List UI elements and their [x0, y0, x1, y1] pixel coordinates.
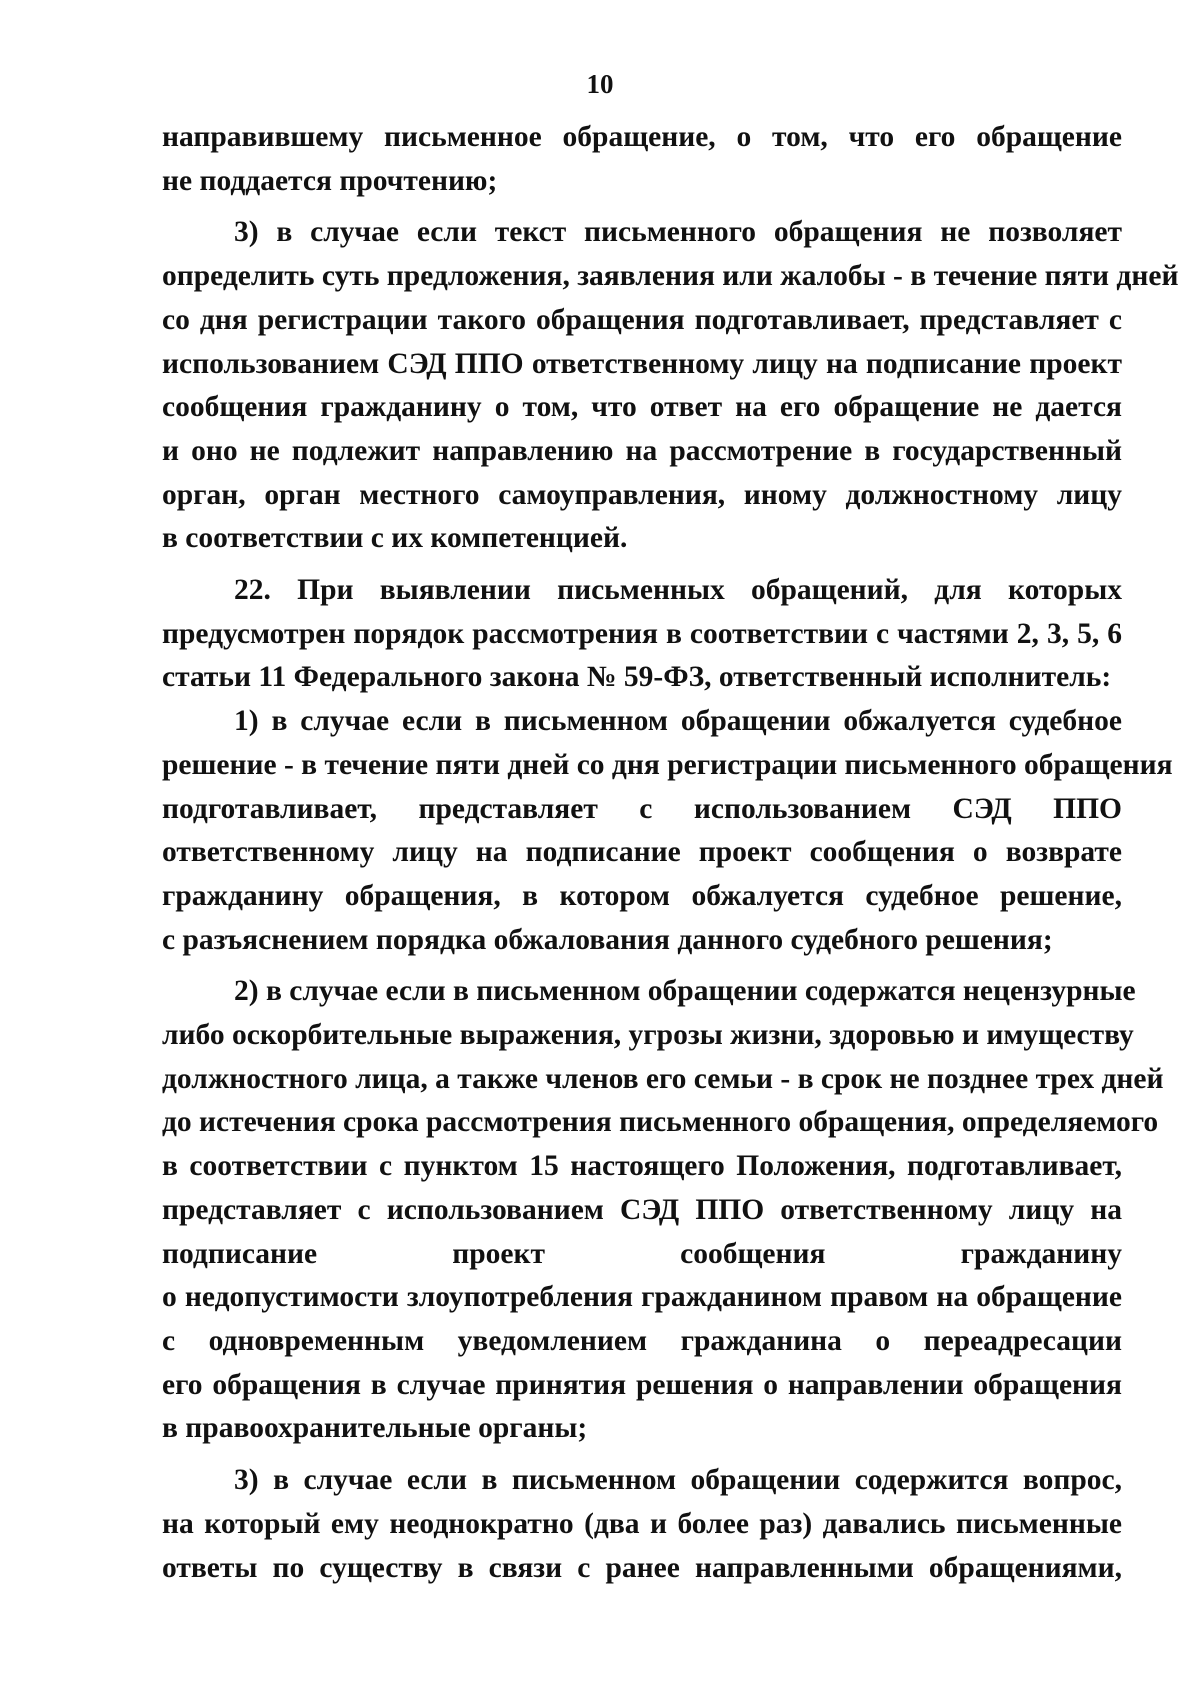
text-line: гражданину обращения, в котором обжалуется судебное решение, — [162, 879, 1122, 912]
paragraph-item-3-illegible — [162, 211, 1179, 561]
text-line: подписание проект сообщения гражданину — [162, 1237, 1122, 1270]
text-line: в соответствии с пунктом 15 настоящего Положения, подготавливает, — [162, 1150, 1122, 1183]
text-line: с одновременным уведомлением гражданина о переадресации — [162, 1324, 1122, 1357]
text-line: решение - в течение пяти дней со дня регистрации письменного обращения — [162, 748, 1173, 781]
text-line: его обращения в случае принятия решения о направлении обращения — [162, 1368, 1122, 1401]
text-line: 3) в случае если в письменном обращении содержится вопрос, — [234, 1464, 1122, 1497]
text-line: должностного лица, а также членов его семьи - в срок не позднее трех дней — [162, 1062, 1164, 1095]
text-line: направившему письменное обращение, о том, что его обращение — [162, 121, 1122, 153]
text-line: со дня регистрации такого обращения подготавливает, представляет с — [162, 303, 1122, 336]
paragraph-item-1-court-decision — [162, 700, 1173, 962]
text-line: в правоохранительные органы; — [162, 1412, 588, 1445]
text-line: ответы по существу в связи с ранее направленными обращениями, — [162, 1551, 1122, 1584]
text-line: ответственному лицу на подписание проект сообщения о возврате — [162, 836, 1122, 869]
text-line: использованием СЭД ППО ответственному лицу на подписание проект — [162, 347, 1122, 380]
paragraph-section-22 — [162, 569, 1122, 700]
text-line: 1) в случае если в письменном обращении обжалуется судебное — [234, 705, 1122, 738]
text-line: 2) в случае если в письменном обращении содержатся нецензурные — [234, 975, 1136, 1008]
page-number: 10 — [586, 69, 614, 99]
text-line: представляет с использованием СЭД ППО ответственному лицу на — [162, 1193, 1122, 1226]
paragraph-item-2-offensive-language — [162, 970, 1164, 1451]
text-line: на который ему неоднократно (два и более раз) давались письменные — [162, 1507, 1122, 1540]
text-line: до истечения срока рассмотрения письменного обращения, определяемого — [162, 1106, 1159, 1139]
text-line: статьи 11 Федерального закона № 59-ФЗ, ответственный исполнитель: — [162, 661, 1112, 694]
text-line: о недопустимости злоупотребления гражданином правом на обращение — [162, 1281, 1122, 1314]
document-body — [162, 116, 1179, 1590]
text-line: 3) в случае если текст письменного обращения не позволяет — [234, 216, 1122, 249]
text-line: в соответствии с их компетенцией. — [162, 522, 628, 555]
text-line: подготавливает, представляет с использованием СЭД ППО — [162, 792, 1122, 825]
paragraph-continuation — [162, 116, 1122, 203]
text-line: определить суть предложения, заявления или жалобы - в течение пяти дней — [162, 260, 1179, 293]
text-line: не поддается прочтению; — [162, 164, 498, 197]
text-line: либо оскорбительные выражения, угрозы жизни, здоровью и имуществу — [162, 1019, 1134, 1052]
text-line: предусмотрен порядок рассмотрения в соответствии с частями 2, 3, 5, 6 — [162, 617, 1122, 650]
paragraph-item-3-repeated-question — [162, 1459, 1122, 1590]
text-line: орган, орган местного самоуправления, иному должностному лицу — [162, 478, 1122, 511]
text-line: 22. При выявлении письменных обращений, для которых — [234, 574, 1122, 607]
text-line: сообщения гражданину о том, что ответ на его обращение не дается — [162, 391, 1122, 424]
text-line: с разъяснением порядка обжалования данного судебного решения; — [162, 923, 1053, 956]
text-line: и оно не подлежит направлению на рассмотрение в государственный — [162, 434, 1122, 467]
